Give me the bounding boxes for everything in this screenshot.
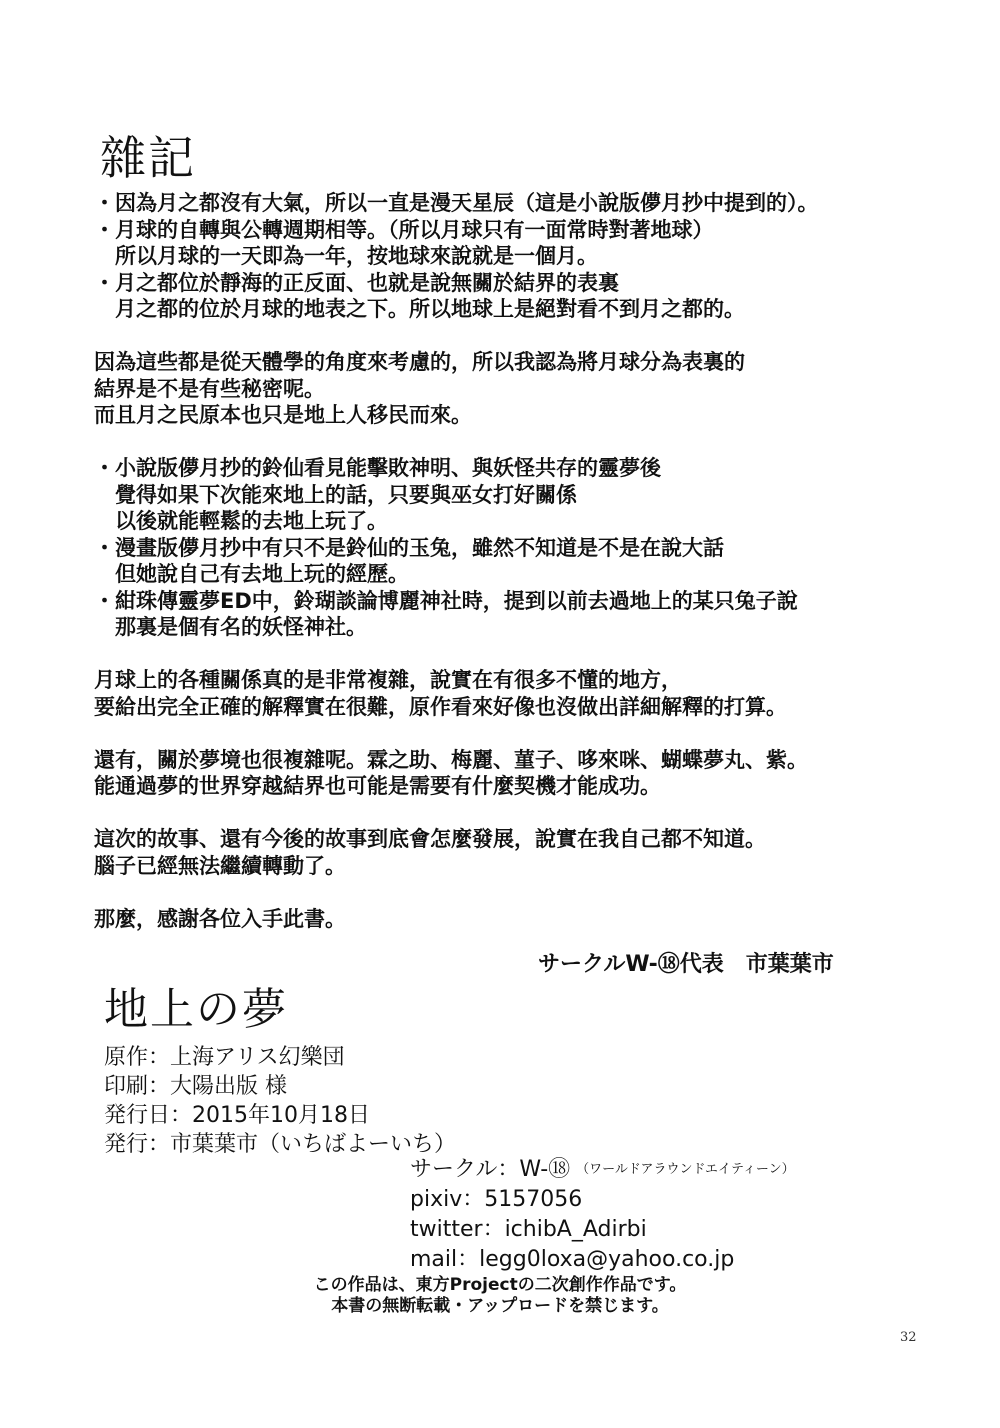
- colophon: [104, 1043, 456, 1159]
- notes-line: 而且月之民原本也只是地上人移民而來。: [94, 403, 472, 427]
- notes-line: 所以月球的一天即為一年，按地球來說就是一個月。: [94, 244, 598, 268]
- paragraph-gap: [94, 720, 974, 747]
- contact-pixiv: pixiv：5157056: [410, 1187, 583, 1212]
- contact-mail: mail：legg0loxa@yahoo.co.jp: [410, 1247, 735, 1272]
- notes-line: 要給出完全正確的解釋實在很難，原作看來好像也沒做出詳細解釋的打算。: [94, 694, 787, 719]
- notes-line: ・月球的自轉與公轉週期相等。（所以月球只有一面常時對著地球）: [94, 217, 714, 242]
- notes-heading: 雜記: [100, 131, 196, 185]
- notes-line: 結界是不是有些秘密呢。: [94, 376, 325, 401]
- notes-line: 能通過夢的世界穿越結界也可能是需要有什麼契機才能成功。: [94, 774, 661, 798]
- paragraph-gap: [94, 641, 974, 668]
- notes-line: 月之都的位於月球的地表之下。所以地球上是絕對看不到月之都的。: [94, 297, 745, 321]
- colophon-publisher: 発行：市葉葉市（いちばよーいち）: [104, 1132, 457, 1157]
- notes-line: ・紺珠傳靈夢ED中，鈴瑚談論博麗神社時，提到以前去過地上的某只兔子說: [94, 588, 798, 613]
- contact-twitter: twitter：ichibA_Adirbi: [410, 1217, 647, 1242]
- paragraph-gap: [94, 879, 974, 906]
- paragraph-gap: [94, 323, 974, 350]
- notes-line: 這次的故事、還有今後的故事到底會怎麼發展，說實在我自己都不知道。: [94, 827, 766, 851]
- notes-body: [94, 190, 974, 932]
- notes-line: 月球上的各種關係真的是非常複雜，說實在有很多不懂的地方，: [94, 668, 682, 692]
- disclaimer-line: この作品は、東方Projectの二次創作作品です。: [313, 1275, 687, 1295]
- contact-circle: サークル：W-⑱: [410, 1157, 571, 1182]
- contact-circle-reading: （ワールドアラウンドエイティーン）: [576, 1162, 795, 1177]
- notes-line: 以後就能輕鬆的去地上玩了。: [94, 509, 388, 533]
- page-number: 32: [900, 1330, 917, 1345]
- notes-line: ・月之都位於靜海的正反面、也就是說無關於結界的表裏: [94, 270, 619, 295]
- notes-line: 那麼，感謝各位入手此書。: [94, 906, 346, 931]
- notes-line: 腦子已經無法繼續轉動了。: [94, 853, 346, 878]
- contact-circle-line: [410, 1155, 795, 1185]
- contact-info: [410, 1155, 795, 1275]
- disclaimer-line: 本書の無断転載・アップロードを禁じます。: [331, 1296, 669, 1316]
- notes-line: 因為這些都是從天體學的角度來考慮的，所以我認為將月球分為表裏的: [94, 350, 745, 374]
- paragraph-gap: [94, 429, 974, 456]
- notes-line: 但她說自己有去地上玩的經歷。: [94, 562, 409, 586]
- notes-line: 那裏是個有名的妖怪神社。: [94, 615, 367, 639]
- colophon-printer: 印刷：大陽出版 様: [104, 1074, 287, 1099]
- colophon-original-work: 原作：上海アリス幻樂団: [104, 1045, 345, 1070]
- notes-line: ・因為月之都沒有大氣，所以一直是漫天星辰（這是小說版儚月抄中提到的）。: [94, 191, 819, 215]
- notes-line: ・漫畫版儚月抄中有只不是鈴仙的玉兔，雖然不知道是不是在說大話: [94, 535, 724, 560]
- author-signature: サークルW-⑱代表 市葉葉市: [538, 952, 834, 977]
- notes-line: ・小說版儚月抄的鈴仙看見能擊敗神明、與妖怪共存的靈夢後: [94, 456, 661, 480]
- colophon-publish-date: 発行日：2015年10月18日: [104, 1103, 370, 1128]
- notes-line: 覺得如果下次能來地上的話，只要與巫女打好關係: [94, 482, 577, 507]
- paragraph-gap: [94, 800, 974, 827]
- book-title: 地上の夢: [104, 984, 288, 1035]
- disclaimer: [0, 1275, 1000, 1317]
- notes-line: 還有，關於夢境也很複雜呢。霖之助、梅麗、菫子、哆來咪、蝴蝶夢丸、紫。: [94, 747, 808, 772]
